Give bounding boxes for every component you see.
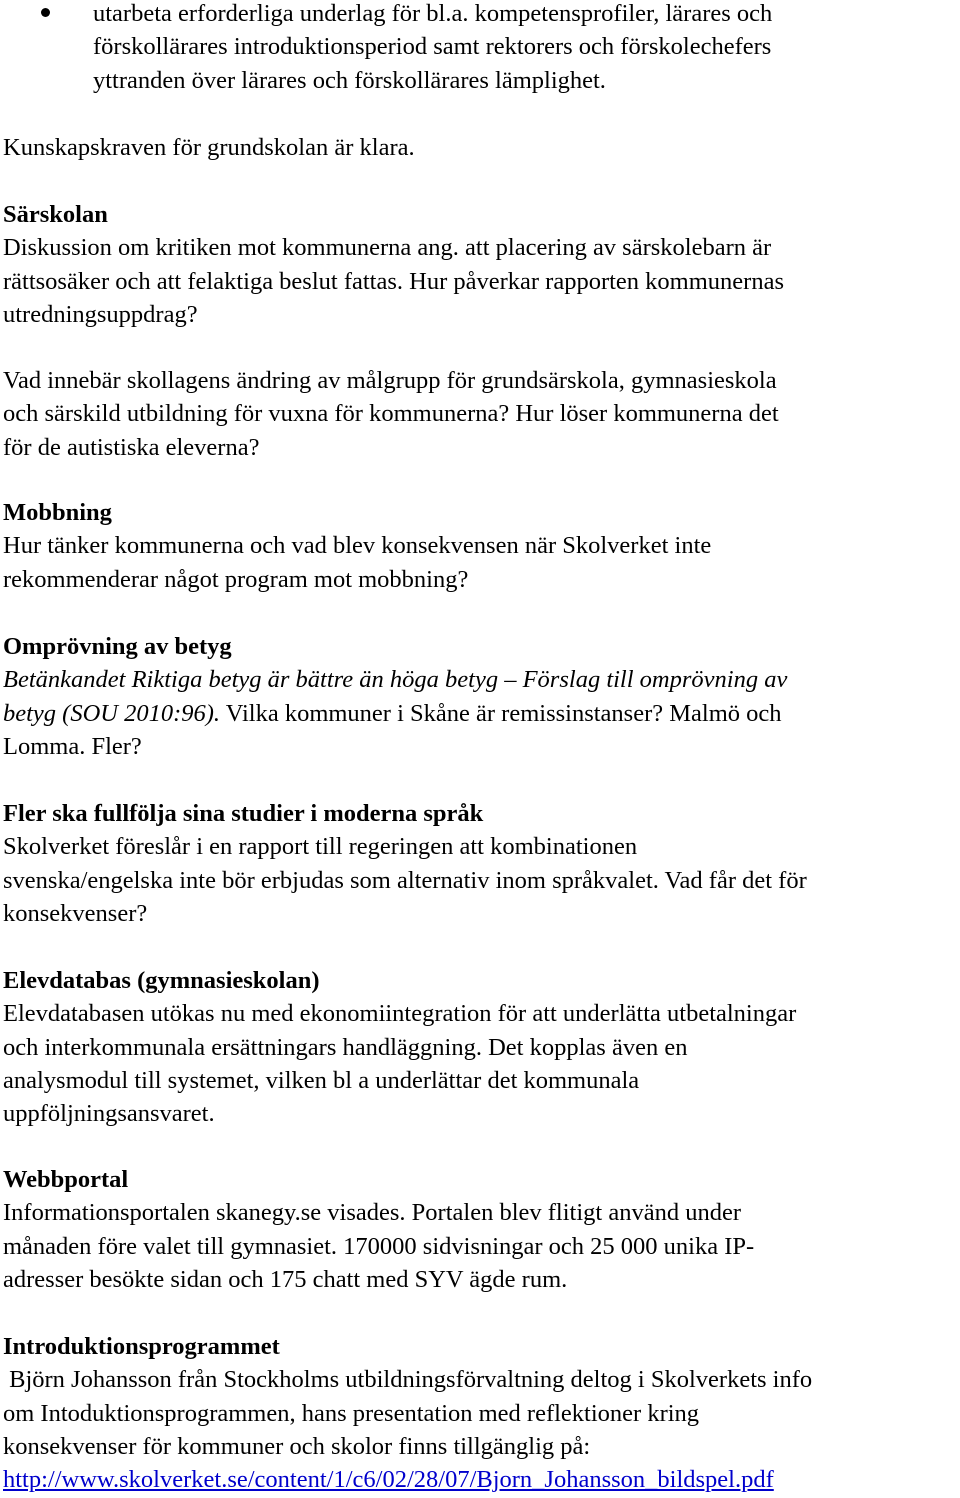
bullet-text — [93, 0, 960, 97]
section-heading: Fler ska fullfölja sina studier i moderna språk — [3, 800, 484, 827]
text-line-mixed — [3, 697, 960, 730]
text-line: rättsosäker och att felaktiga beslut fattas. Hur påverkar rapporten kommunernas — [3, 267, 784, 295]
section-sarskolan — [3, 198, 960, 331]
bullet-list-item — [3, 0, 960, 97]
presentation-link[interactable]: http://www.skolverket.se/content/1/c6/02/28/07/Bjorn_Johansson_bildspel.pdf — [3, 1466, 774, 1494]
section-omprovning — [3, 630, 960, 763]
text-line: analysmodul till systemet, vilken bl a underlättar det kommunala — [3, 1066, 640, 1094]
section-heading: Omprövning av betyg — [3, 633, 232, 660]
text-span: Vilka kommuner i Skåne är remissinstanser? Malmö och — [220, 699, 782, 727]
text-line: förskollärares introduktionsperiod samt rektorers och förskolechefers — [93, 33, 772, 61]
text-line: Skolverket föreslår i en rapport till regeringen att kombinationen — [3, 833, 638, 861]
text-line: för de autistiska eleverna? — [3, 433, 260, 461]
section-moderna-sprak — [3, 797, 960, 930]
text-line: Björn Johansson från Stockholms utbildningsförvaltning deltog i Skolverkets info — [3, 1366, 813, 1394]
section-introduktion — [3, 1330, 960, 1496]
intro-paragraph — [3, 131, 960, 164]
text-line: Vad innebär skollagens ändring av målgrupp för grundsärskola, gymnasieskola — [3, 367, 777, 394]
section-heading: Webbportal — [3, 1166, 129, 1193]
paragraph-malgrupp — [3, 364, 960, 464]
section-heading: Särskolan — [3, 201, 108, 228]
text-line: svenska/engelska inte bör erbjudas som alternativ inom språkvalet. Vad får det för — [3, 866, 807, 894]
report-title-italic: betyg (SOU 2010:96). — [3, 699, 221, 727]
text-line: yttranden över lärares och förskollärares lämplighet. — [93, 66, 606, 94]
section-elevdatabas — [3, 964, 960, 1130]
text-line: månaden före valet till gymnasiet. 170000 sidvisningar och 25 000 unika IP- — [3, 1232, 755, 1260]
text-line: uppföljningsansvaret. — [3, 1100, 215, 1128]
text-line: utarbeta erforderliga underlag för bl.a. kompetensprofiler, lärares och — [93, 0, 773, 27]
text-line: Informationsportalen skanegy.se visades. Portalen blev flitigt använd under — [3, 1199, 741, 1227]
text-line: utredningsuppdrag? — [3, 300, 198, 328]
text-line: Lomma. Fler? — [3, 732, 142, 760]
text-line: adresser besökte sidan och 175 chatt med SYV ägde rum. — [3, 1265, 568, 1293]
text-line: om Intoduktionsprogrammen, hans presentation med reflektioner kring — [3, 1399, 700, 1427]
section-heading: Mobbning — [3, 499, 112, 526]
text-line: konsekvenser? — [3, 899, 148, 927]
bullet-dot — [41, 8, 50, 17]
text-line: Diskussion om kritiken mot kommunerna ang. att placering av särskolebarn är — [3, 234, 772, 262]
section-heading: Introduktionsprogrammet — [3, 1333, 280, 1360]
text-line: Hur tänker kommunerna och vad blev konsekvensen när Skolverket inte — [3, 532, 712, 560]
section-mobbning — [3, 496, 960, 596]
text-line: Kunskapskraven för grundskolan är klara. — [3, 134, 415, 161]
section-webbportal — [3, 1163, 960, 1296]
text-line: och interkommunala ersättningars handläggning. Det kopplas även en — [3, 1033, 688, 1061]
text-line: konsekvenser för kommuner och skolor finns tillgänglig på: — [3, 1432, 591, 1460]
section-heading: Elevdatabas (gymnasieskolan) — [3, 967, 320, 994]
text-line: och särskild utbildning för vuxna för kommunerna? Hur löser kommunerna det — [3, 400, 779, 428]
text-line-italic: Betänkandet Riktiga betyg är bättre än höga betyg – Förslag till omprövning av — [3, 666, 788, 694]
text-line: rekommenderar något program mot mobbning? — [3, 565, 469, 593]
text-line: Elevdatabasen utökas nu med ekonomiintegration för att underlätta utbetalningar — [3, 1000, 797, 1028]
